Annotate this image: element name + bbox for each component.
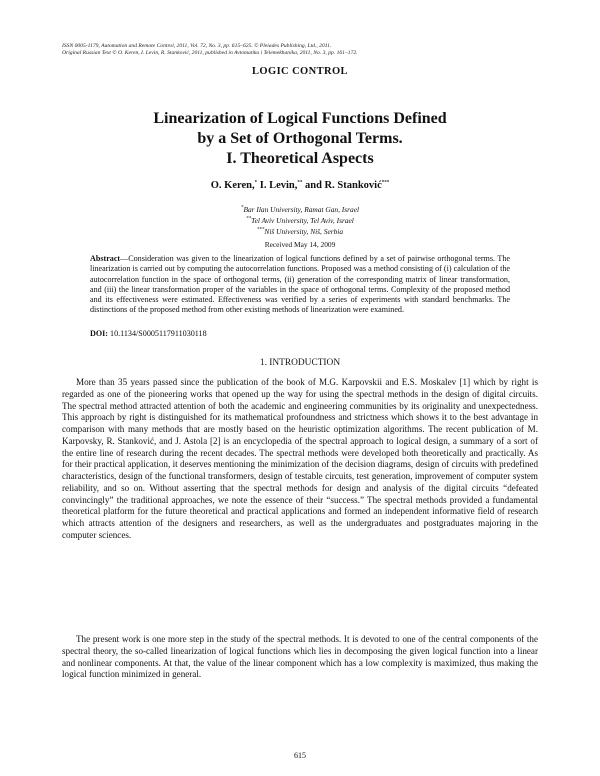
abstract-label: Abstract — [90, 254, 121, 263]
author-list — [0, 180, 600, 191]
section-heading-introduction: 1. INTRODUCTION — [259, 358, 341, 368]
received-date: Received May 14, 2009 — [264, 240, 336, 249]
affiliation-2-text: Tel Aviv University, Tel Aviv, Israel — [251, 216, 354, 225]
journal-header-line-1: ISSN 0005-1179, Automation and Remote Control, 2011, Vol. 72, No. 3, pp. 615–625. © Pleiades Publishing, Ltd., 2011. — [62, 43, 332, 49]
page-number: 615 — [294, 751, 306, 760]
affiliation-1-text: Bar Ilan University, Ramat Gan, Israel — [243, 205, 360, 214]
title-line-1: Linearization of Logical Functions Defined — [153, 110, 447, 127]
abstract — [90, 254, 510, 316]
author-2-mark: ** — [297, 180, 303, 186]
author-2: I. Levin, — [257, 180, 298, 191]
affiliation-2 — [0, 216, 600, 226]
section-label: LOGIC CONTROL — [252, 66, 348, 77]
affiliation-1-mark: * — [240, 205, 244, 211]
affiliation-3-mark: *** — [256, 227, 265, 233]
affiliation-2-mark: ** — [246, 216, 252, 222]
title-line-2: by a Set of Orthogonal Terms. — [197, 130, 403, 147]
affiliation-3 — [0, 227, 600, 237]
doi-label: DOI: — [90, 329, 108, 338]
journal-header-line-2: Original Russian Text © O. Keren, I. Levin, R. Stanković, 2011, published in Avtomatika i Telemekhanika, 2011, No. 3, pp. 161–172. — [62, 50, 358, 56]
doi-value: 10.1134/S0005117911030118 — [108, 329, 207, 338]
affiliation-3-text: Niš University, Niš, Serbia — [264, 227, 344, 236]
author-1-mark: * — [254, 180, 258, 186]
affiliation-1 — [0, 205, 600, 215]
author-1: O. Keren, — [210, 180, 255, 191]
doi — [90, 329, 207, 338]
author-3: and R. Stanković — [302, 180, 382, 191]
title-line-3: I. Theoretical Aspects — [226, 150, 374, 167]
paper-title — [0, 109, 600, 169]
author-3-mark: *** — [381, 180, 390, 186]
intro-paragraph-1: More than 35 years passed since the publication of the book of M.G. Karpovskii and E.S. Moskalev [1] which by right is regarded as one of the pioneering works that opened up the way for using the spectral methods in the design of digital circuits. The spectral method attracted attention of both the academic and engineering communities by its originality and unexpectedness. This approach by right is distinguished for its mathematical profoundness and strictness which shows it to the best advantage in comparison with many methods that are mostly based on the heuristic optimization algorithms. The recent publication of M. Karpovsky, R. Stanković, and J. Astola [2] is an encyclopedia of the spectral approach to logical design, a summary of a sort of the entire line of research during the recent decades. The spectral methods were developed both theoretically and practically. As for their practical application, it deserves mentioning the minimization of the decision diagrams, design of circuits with predefined characteristics, design of the functional transformers, design of testable circuits, test generation, improvement of computer system reliability, and so on. Without asserting that the spectral methods for design and analysis of the digital circuits “defeated convincingly” the traditional approaches, we note the essence of their “success.” The spectral methods provided a fundamental theoretical platform for the future theoretical and practical applications and formed an independent informative field of research which attracts attention of the designers and researchers, as well as the undergraduates and postgraduates majoring in the computer sciences. — [62, 377, 538, 540]
abstract-text: —Consideration was given to the linearization of logical functions defined by a set of pairwise orthogonal terms. The linearization is carried out by computing the autocorrelation functions. Proposed was a method consisting of (i) calculation of the autocorrelation function in the space of orthogonal terms, (ii) generation of the corresponding matrix of linear transformation, and (iii) the linear transformation proper of the variables in the space of orthogonal terms. Complexity of the proposed method and its effectiveness were estimated. Effectiveness was verified by a series of experiments with standard benchmarks. The distinctions of the proposed method from other existing methods of linearization were examined. — [90, 254, 510, 315]
intro-paragraph-2: The present work is one more step in the study of the spectral methods. It is devoted to one of the central components of the spectral theory, the so-called linearization of logical functions which lies in decomposing the given logical function into a linear and nonlinear components. At that, the value of the linear component which has a low complexity is maximized, thus making the logical function minimized in general. — [62, 634, 538, 680]
